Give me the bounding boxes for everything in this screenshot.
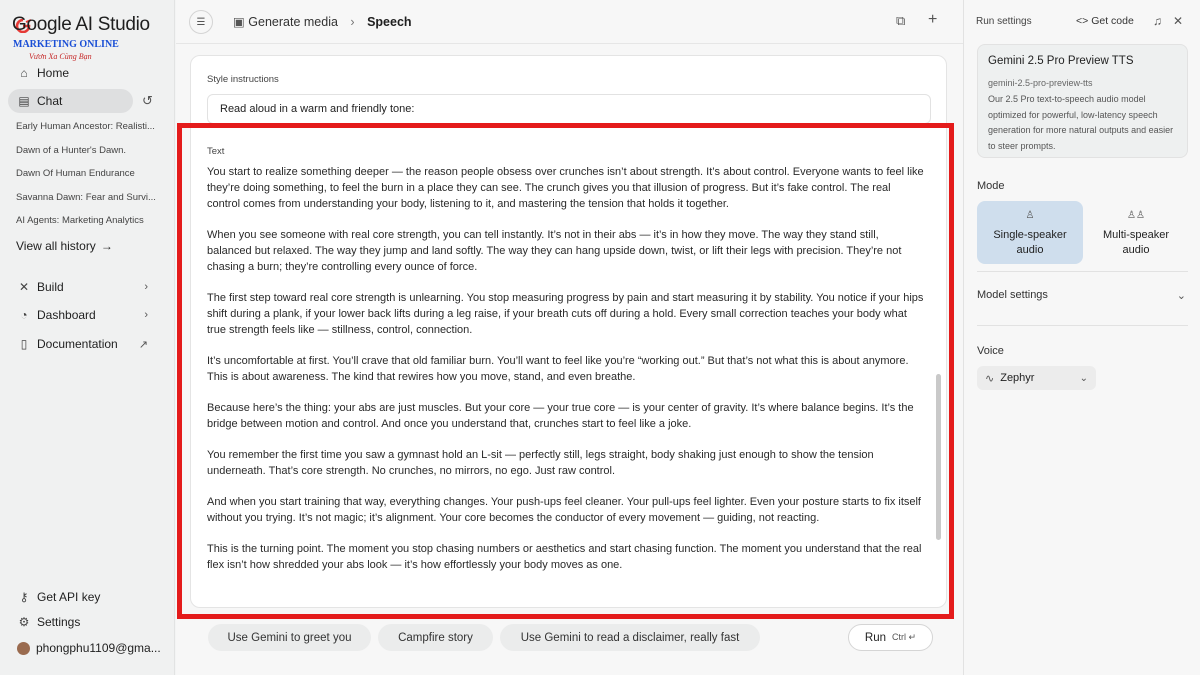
gear-icon: ⚙ (18, 615, 30, 629)
run-settings-panel (963, 0, 1200, 675)
headphones-icon[interactable]: ♫ (1153, 14, 1162, 28)
run-shortcut: Ctrl ↵ (892, 632, 917, 642)
style-instructions-label: Style instructions (207, 74, 279, 85)
top-bar (176, 0, 963, 44)
image-icon: ▣ (233, 15, 249, 29)
model-settings-label: Model settings (977, 289, 1048, 301)
divider (977, 325, 1188, 326)
text-scrollbar[interactable] (936, 374, 941, 540)
multi-speaker-mode-button[interactable] (1083, 201, 1189, 264)
account-menu[interactable] (8, 636, 168, 660)
account-label: phongphu1109@gma... (36, 641, 161, 655)
style-instructions-input[interactable]: Read aloud in a warm and friendly tone: (207, 94, 931, 124)
text-paragraph: You remember the first time you saw a gymnast hold an L-sit — perfectly still, legs straight, body shaking just enough to show the tension underneath. That’s core strength. No crunches, no mirrors, no ego. Just raw control. (207, 449, 874, 477)
suggestion-chip[interactable]: Campfire story (378, 624, 493, 651)
text-label: Text (207, 146, 225, 157)
run-button[interactable] (848, 624, 933, 651)
text-paragraph: You start to realize something deeper — the reason people obsess over crunches isn’t about strength. It’s about control. Everyone wants to feel like they’re doing something, to feel the burn in a place they can see. The crunch gives you that illusion of progress. But it’s fake control. The real control comes from understanding your body, listening to it, and mastering the tension that holds it together. (207, 166, 924, 210)
get-code-label: Get code (1091, 15, 1134, 27)
speech-editor-card (190, 55, 947, 608)
run-label: Run (864, 631, 887, 644)
collapse-sidebar-button[interactable]: ☰ (189, 10, 213, 34)
mode-label: Mode (977, 180, 1005, 192)
add-icon[interactable]: + (928, 11, 938, 28)
model-description: Our 2.5 Pro text-to-speech audio model optimized for powerful, low-latency speech generation for more natural outputs and easier to steer prompts. (988, 94, 1174, 151)
voice-label: Voice (977, 345, 1004, 357)
suggestion-chip[interactable]: Use Gemini to greet you (208, 624, 371, 651)
nav-dashboard-label: Dashboard (37, 308, 96, 322)
history-item[interactable]: AI Agents: Marketing Analytics (16, 215, 144, 226)
key-icon: ⚷ (19, 590, 29, 604)
nav-documentation-label: Documentation (37, 337, 118, 351)
model-name: Gemini 2.5 Pro Preview TTS (988, 55, 1134, 67)
nav-build-label: Build (37, 280, 64, 294)
watermark-line-2: Vươn Xa Cùng Bạn (29, 52, 92, 61)
text-paragraph: The first step toward real core strength is unlearning. You stop measuring progress by pain and start measuring it by stability. You notice if your hips shift during a plank, if your lower back lifts during a leg raise, if your breath cuts off during a hold. Every small correction teaches your body what true strength feels like — stillness, control, connection. (207, 292, 924, 336)
chat-icon: ▤ (18, 94, 30, 108)
view-all-history-link[interactable] (8, 234, 168, 258)
documentation-icon: ▯ (20, 337, 28, 351)
nav-get-api-key-label: Get API key (37, 590, 101, 604)
nav-dashboard[interactable] (8, 303, 168, 327)
copy-icon[interactable]: ⧉ (896, 13, 906, 28)
build-icon: ✕ (18, 280, 30, 294)
history-item[interactable]: Savanna Dawn: Fear and Survi... (16, 192, 156, 203)
voice-select[interactable] (977, 366, 1096, 390)
model-selector-card[interactable] (977, 44, 1188, 158)
voice-value: Zephyr (1000, 372, 1035, 384)
multi-speaker-line1: Multi-speaker (1102, 228, 1170, 241)
code-icon: <> (1076, 15, 1089, 27)
home-icon: ⌂ (20, 66, 28, 80)
chevron-right-icon: › (144, 309, 148, 321)
chevron-down-icon: ⌄ (1176, 290, 1186, 302)
text-paragraph: And when you start training that way, everything changes. Your push-ups feel cleaner. Your pull-ups feel lighter. Even your posture starts to fix itself without you trying. It’s not magic; it’s alignment. Your core becomes the conductor of every movement — guiding, not reacting. (207, 496, 921, 524)
nav-chat[interactable] (8, 89, 133, 113)
nav-get-api-key[interactable] (8, 585, 168, 609)
text-paragraph: It’s uncomfortable at first. You’ll crave that old familiar burn. You’ll want to feel like you’re “working out.” But that’s not what this is about anymore. This is about awareness. The kind that rewires how you move, stand, and even breathe. (207, 355, 909, 383)
divider (977, 271, 1188, 272)
watermark-line-1: MARKETING ONLINE (13, 39, 119, 50)
nav-documentation[interactable] (8, 332, 168, 356)
voice-wave-icon: ∿ (985, 372, 995, 385)
close-icon[interactable]: ✕ (1173, 14, 1184, 28)
text-paragraph: This is the turning point. The moment you stop chasing numbers or aesthetics and start chasing function. The moment you understand that the real flex isn’t how shredded your abs look — it’s how effortlessly your body moves as one. (207, 543, 922, 571)
breadcrumb-parent[interactable]: Generate media (248, 15, 338, 29)
prompt-suggestions-bar (176, 620, 963, 655)
avatar (17, 642, 30, 655)
history-item[interactable]: Dawn Of Human Endurance (16, 168, 135, 179)
app-title: Google AI Studio (12, 14, 150, 35)
nav-settings-label: Settings (37, 615, 81, 629)
text-paragraph: Because here’s the thing: your abs are just muscles. But your core — your true core — is your center of gravity. It’s where balance begins. It’s the bridge between motion and control. And once you understand that, crunches start to feel like a joke. (207, 402, 914, 430)
nav-home[interactable] (8, 61, 168, 85)
model-settings-toggle[interactable] (977, 289, 1188, 301)
app-logo[interactable] (12, 12, 172, 61)
arrow-right-icon: → (100, 239, 113, 253)
single-speaker-line2: audio (1016, 243, 1044, 256)
history-item[interactable]: Dawn of a Hunter's Dawn. (16, 145, 127, 156)
suggestion-chip[interactable]: Use Gemini to read a disclaimer, really fast (500, 624, 760, 651)
external-link-icon: ↗ (138, 338, 148, 351)
person-icon: ♙ (1025, 209, 1035, 221)
nav-chat-label: Chat (37, 94, 63, 108)
nav-settings[interactable] (8, 610, 168, 634)
model-id: gemini-2.5-pro-preview-tts (988, 78, 1093, 88)
text-paragraph: When you see someone with real core strength, you can tell instantly. It’s not in their abs — it’s in how they move. The way they stand still, balanced but relaxed. The way they jump and land softly. The way they can hang upside down, twist, or lift their legs with precision. They’re not chasing a burn; they’re controlling every ounce of force. (207, 229, 902, 273)
breadcrumb (233, 14, 412, 29)
get-code-button[interactable] (1076, 15, 1134, 27)
breadcrumb-separator-icon: › (350, 15, 355, 29)
text-input[interactable] (207, 164, 925, 582)
single-speaker-mode-button[interactable] (977, 201, 1083, 264)
dashboard-icon: ◔ (20, 308, 28, 322)
breadcrumb-current: Speech (367, 15, 412, 29)
history-icon[interactable]: ↺ (142, 93, 153, 108)
run-settings-title: Run settings (976, 16, 1032, 27)
nav-build[interactable] (8, 275, 168, 299)
chevron-right-icon: › (144, 281, 148, 293)
multi-speaker-line2: audio (1122, 243, 1150, 256)
chevron-down-icon: ⌄ (1079, 372, 1088, 384)
left-sidebar (0, 0, 175, 675)
people-icon: ♙♙ (1127, 209, 1145, 221)
history-item[interactable]: Early Human Ancestor: Realisti... (16, 121, 155, 132)
nav-home-label: Home (37, 66, 70, 80)
view-all-history-label: View all history (16, 239, 96, 253)
single-speaker-line1: Single-speaker (993, 228, 1067, 241)
main-panel (176, 0, 963, 675)
